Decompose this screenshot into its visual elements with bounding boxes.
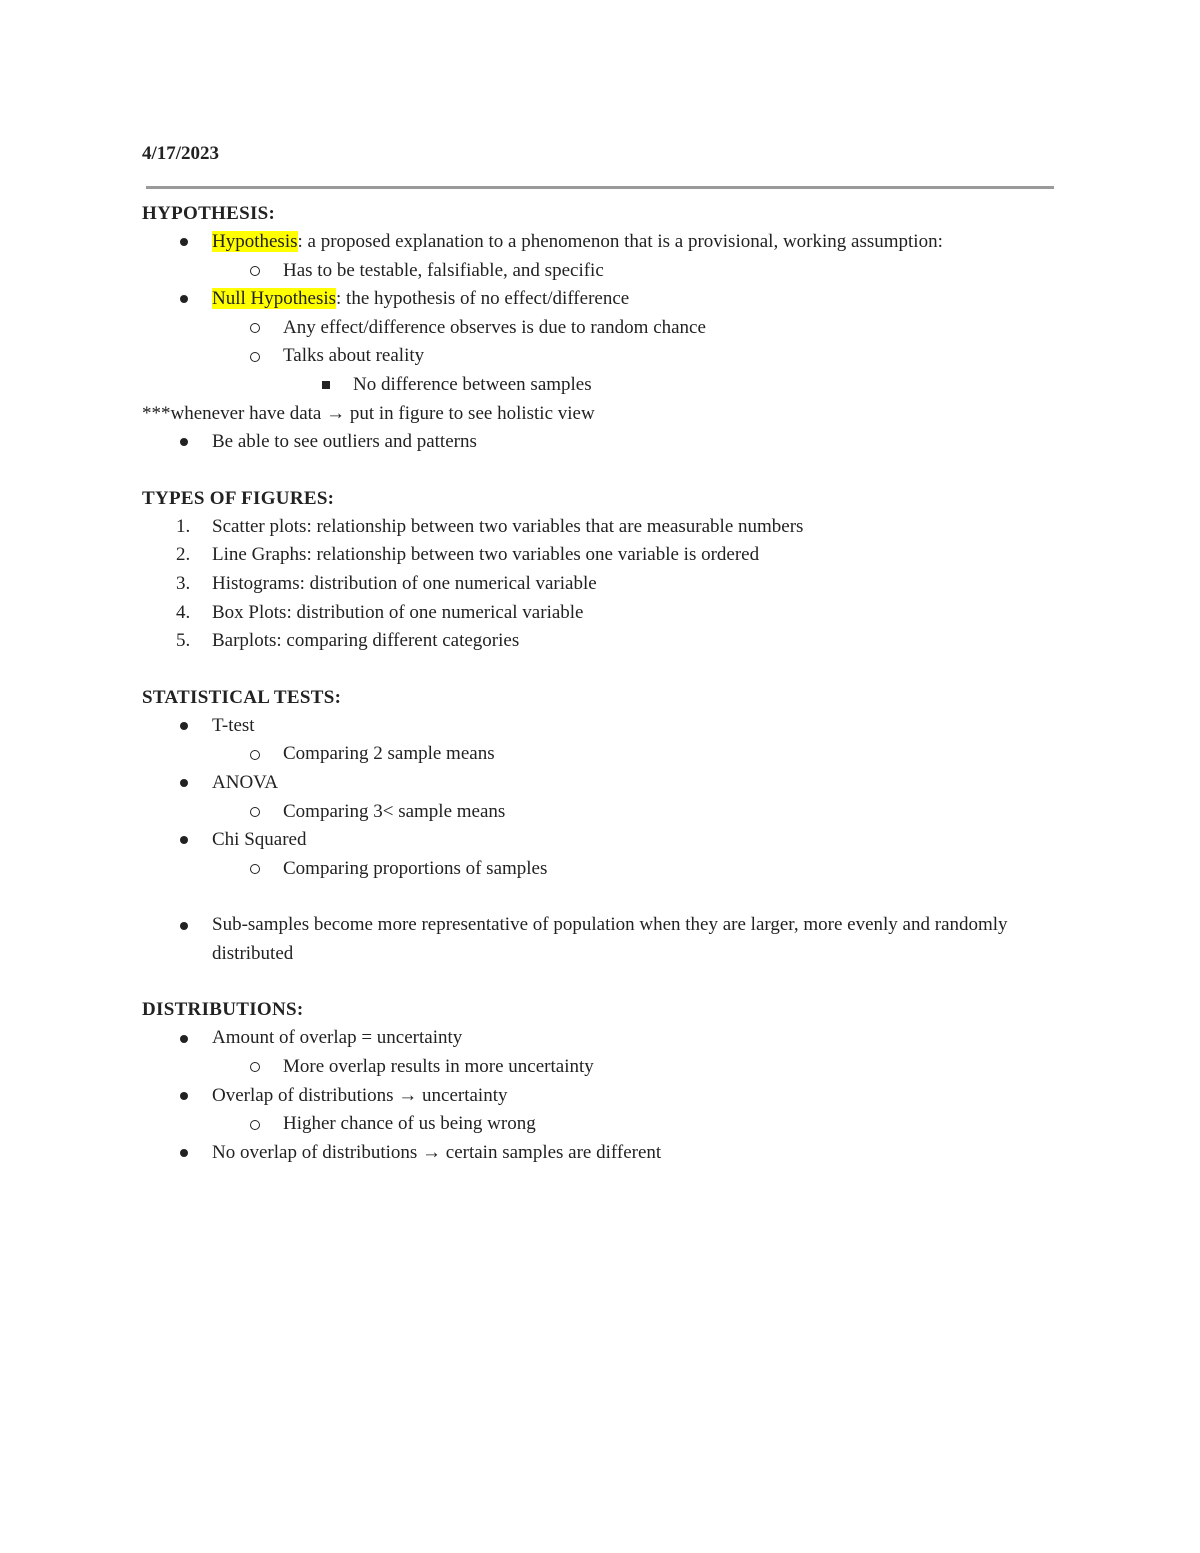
list-item bbox=[142, 314, 1054, 343]
tests-list bbox=[142, 712, 1054, 884]
bullet-icon bbox=[174, 285, 194, 314]
list-item-text: Higher chance of us being wrong bbox=[283, 1113, 536, 1135]
list-item bbox=[142, 1053, 1054, 1082]
list-item-text: No difference between samples bbox=[353, 373, 592, 395]
document-page bbox=[142, 141, 1054, 1167]
definition-text: : a proposed explanation to a phenomenon that is a provisional, working assumption: bbox=[297, 231, 943, 252]
list-item bbox=[142, 712, 1054, 741]
note-text: ***whenever have data → put in figure to see holistic view bbox=[142, 402, 595, 424]
bullet-icon bbox=[174, 228, 194, 257]
list-item bbox=[142, 798, 1054, 827]
list-item-text: Line Graphs: relationship between two variables one variable is ordered bbox=[212, 544, 760, 566]
hollow-bullet-icon bbox=[245, 1053, 265, 1082]
list-item bbox=[142, 541, 1054, 570]
list-item bbox=[142, 769, 1054, 798]
square-bullet-icon bbox=[316, 371, 336, 400]
list-item-text: T-test bbox=[212, 714, 255, 736]
list-item bbox=[142, 257, 1054, 286]
list-item bbox=[142, 826, 1054, 855]
hollow-bullet-icon bbox=[245, 1110, 265, 1139]
heading-statistical-tests: STATISTICAL TESTS: bbox=[142, 686, 342, 708]
spacer bbox=[142, 968, 1054, 996]
list-number: 2. bbox=[176, 544, 191, 566]
list-item-text: Box Plots: distribution of one numerical variable bbox=[212, 601, 584, 623]
list-number: 4. bbox=[176, 601, 191, 623]
list-number: 3. bbox=[176, 572, 191, 594]
spacer bbox=[142, 457, 1054, 485]
list-item-text: Any effect/difference observes is due to random chance bbox=[283, 316, 706, 338]
bullet-icon bbox=[174, 428, 194, 457]
hollow-bullet-icon bbox=[245, 342, 265, 371]
figures-list bbox=[142, 513, 1054, 656]
list-item bbox=[142, 513, 1054, 542]
list-item bbox=[142, 342, 1054, 371]
definition-text: : the hypothesis of no effect/difference bbox=[336, 288, 630, 310]
bullet-icon bbox=[174, 712, 194, 741]
list-item-text: Histograms: distribution of one numerical variable bbox=[212, 572, 597, 594]
heading-distributions: DISTRIBUTIONS: bbox=[142, 999, 304, 1021]
list-item bbox=[142, 1139, 1054, 1168]
list-item bbox=[142, 627, 1054, 656]
list-item-text: More overlap results in more uncertainty bbox=[283, 1056, 594, 1078]
bullet-icon bbox=[174, 769, 194, 798]
hollow-bullet-icon bbox=[245, 257, 265, 286]
list-item-text: Amount of overlap = uncertainty bbox=[212, 1027, 463, 1049]
heading-types-of-figures: TYPES OF FIGURES: bbox=[142, 487, 335, 509]
list-item-text: Scatter plots: relationship between two variables that are measurable numbers bbox=[212, 515, 804, 537]
list-item bbox=[142, 855, 1054, 884]
list-item-text: ANOVA bbox=[212, 771, 279, 793]
hollow-bullet-icon bbox=[245, 314, 265, 343]
list-item-text: Talks about reality bbox=[283, 345, 425, 367]
hypothesis-list bbox=[142, 228, 1054, 400]
bullet-icon bbox=[174, 1024, 194, 1053]
spacer bbox=[142, 883, 1054, 911]
list-item-text: Be able to see outliers and patterns bbox=[212, 431, 477, 453]
list-item bbox=[142, 285, 1054, 314]
horizontal-rule bbox=[146, 186, 1054, 189]
highlighted-term: Null Hypothesis bbox=[212, 288, 337, 310]
list-item bbox=[142, 1024, 1054, 1053]
distributions-list bbox=[142, 1024, 1054, 1167]
hollow-bullet-icon bbox=[245, 855, 265, 884]
list-item-text: Overlap of distributions → uncertainty bbox=[212, 1084, 508, 1106]
list-item-text: Sub-samples become more representative of population when they are larger, more evenly and randomly distributed bbox=[212, 914, 1008, 964]
bullet-icon bbox=[174, 1082, 194, 1111]
bullet-icon bbox=[174, 826, 194, 855]
list-item-text: Comparing proportions of samples bbox=[283, 857, 548, 879]
list-item-text: Comparing 2 sample means bbox=[283, 743, 495, 765]
list-number: 1. bbox=[176, 515, 191, 537]
list-item-text: Chi Squared bbox=[212, 829, 307, 851]
note-list bbox=[142, 428, 1054, 457]
hollow-bullet-icon bbox=[245, 740, 265, 769]
list-item bbox=[142, 911, 1054, 968]
list-item-text: Has to be testable, falsifiable, and specific bbox=[283, 259, 604, 281]
list-item bbox=[142, 428, 1054, 457]
list-item-text: Barplots: comparing different categories bbox=[212, 630, 520, 652]
heading-hypothesis: HYPOTHESIS: bbox=[142, 203, 276, 224]
list-item bbox=[142, 371, 1054, 400]
list-item bbox=[142, 740, 1054, 769]
subsamples-list bbox=[142, 911, 1054, 968]
spacer bbox=[142, 656, 1054, 684]
bullet-icon bbox=[174, 1139, 194, 1168]
document-date: 4/17/2023 bbox=[142, 143, 220, 164]
list-item bbox=[142, 1082, 1054, 1111]
highlighted-term: Hypothesis bbox=[212, 231, 298, 252]
bullet-icon bbox=[174, 911, 194, 940]
hollow-bullet-icon bbox=[245, 798, 265, 827]
list-item bbox=[142, 570, 1054, 599]
list-item bbox=[142, 599, 1054, 628]
list-item-text: No overlap of distributions → certain samples are different bbox=[212, 1141, 662, 1163]
list-number: 5. bbox=[176, 630, 191, 652]
list-item-text: Comparing 3< sample means bbox=[283, 800, 506, 822]
list-item bbox=[142, 228, 1054, 257]
list-item bbox=[142, 1110, 1054, 1139]
